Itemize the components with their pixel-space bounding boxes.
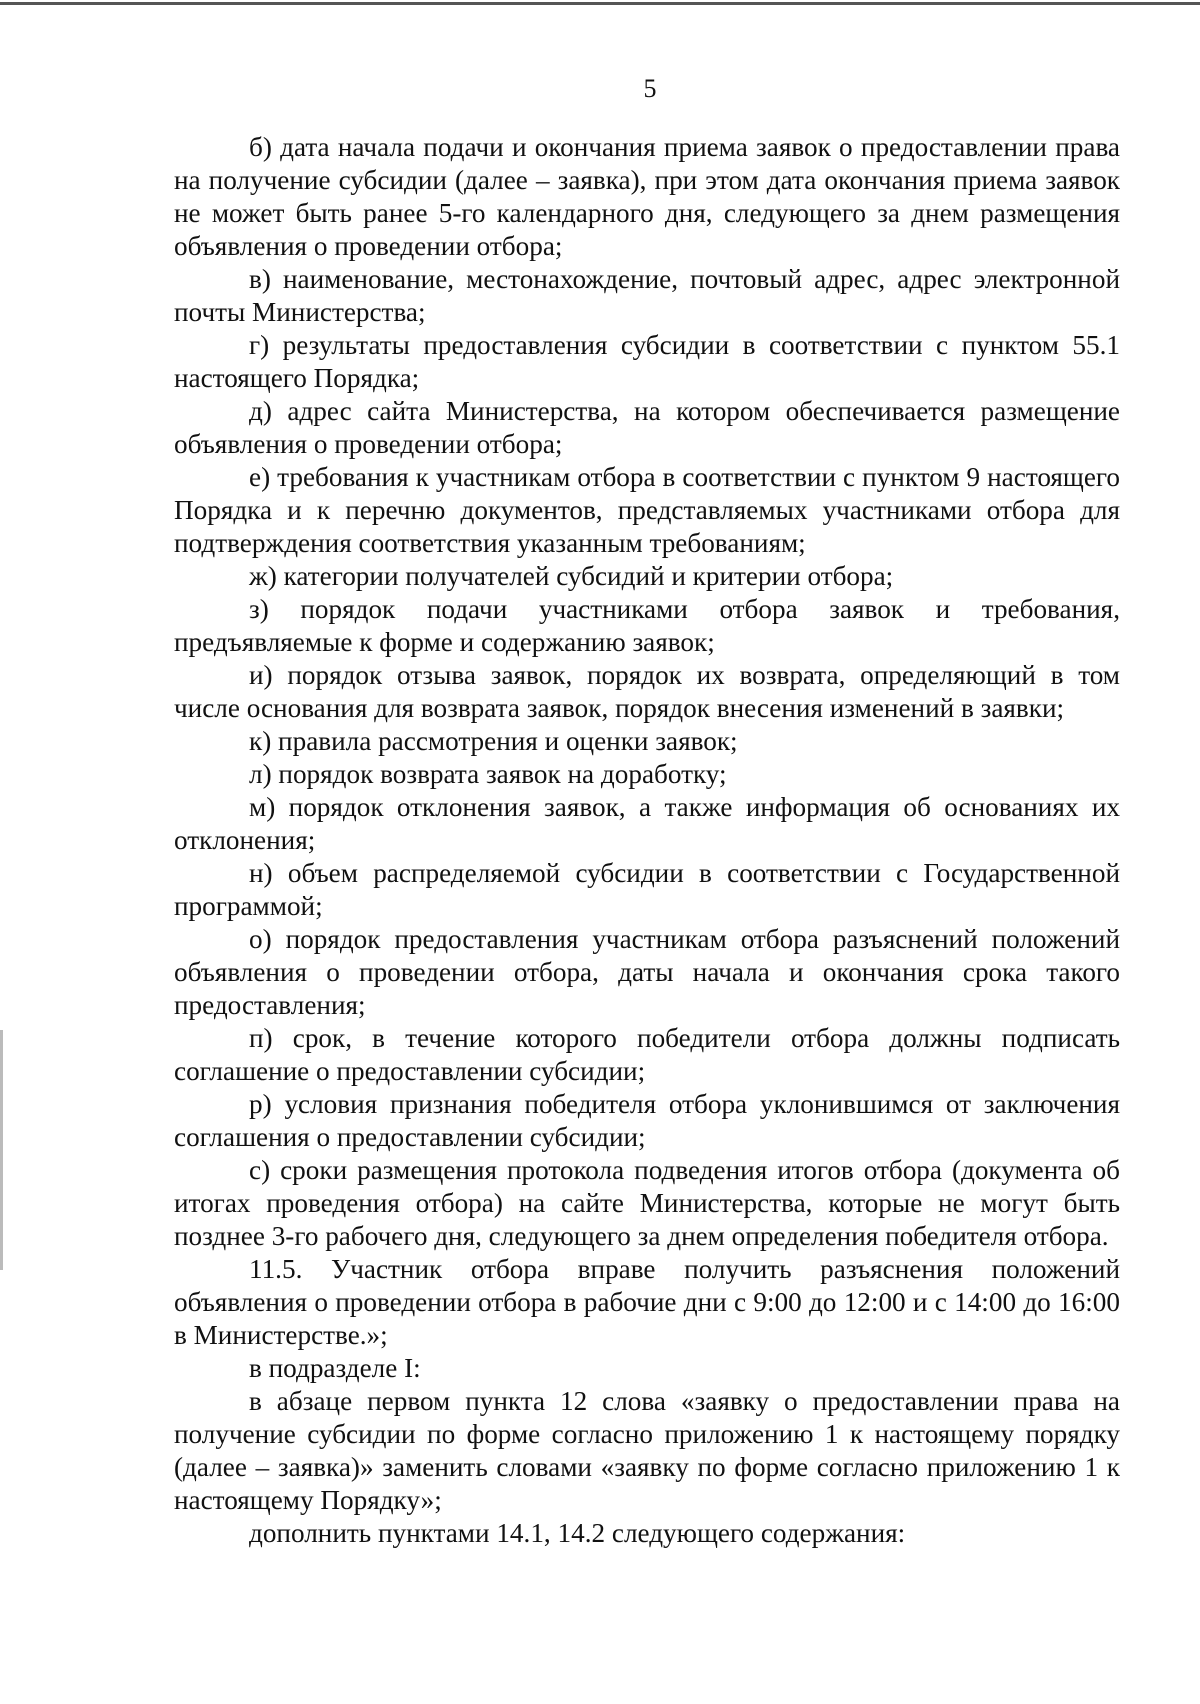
paragraph-item-e: е) требования к участникам отбора в соответствии с пунктом 9 настоящего Порядка и к перечню документов, представляемых участниками отбора для подтверждения соответствия указанным требованиям; — [174, 462, 1120, 558]
paragraph-item-v: в) наименование, местонахождение, почтовый адрес, адрес электронной почты Министерства; — [174, 264, 1120, 327]
paragraph-item-o: о) порядок предоставления участникам отбора разъяснений положений объявления о проведении отбора, даты начала и окончания срока такого предоставления; — [174, 924, 1120, 1020]
paragraph-subsection-i: в подразделе I: — [249, 1353, 421, 1383]
paragraph-item-d: д) адрес сайта Министерства, на котором обеспечивается размещение объявления о проведении отбора; — [174, 396, 1120, 459]
scan-left-edge-mark — [0, 1030, 3, 1270]
paragraph-item-n: н) объем распределяемой субсидии в соответствии с Государственной программой; — [174, 858, 1120, 921]
paragraph-item-p: п) срок, в течение которого победители отбора должны подписать соглашение о предоставлении субсидии; — [174, 1023, 1120, 1086]
paragraph-item-z: з) порядок подачи участниками отбора заявок и требования, предъявляемые к форме и содержанию заявок; — [174, 594, 1120, 657]
paragraph-item-s: с) сроки размещения протокола подведения итогов отбора (документа об итогах проведения отбора) на сайте Министерства, которые не могут быть позднее 3-го рабочего дня, следующего за днем определения победителя отбора. — [174, 1155, 1120, 1251]
page-number: 5 — [643, 74, 657, 103]
paragraph-item-k: к) правила рассмотрения и оценки заявок; — [249, 726, 738, 756]
scan-top-edge — [0, 2, 1200, 5]
paragraph-item-i: и) порядок отзыва заявок, порядок их возврата, определяющий в том числе основания для возврата заявок, порядок внесения изменений в заявки; — [174, 660, 1120, 723]
paragraph-item-g: г) результаты предоставления субсидии в соответствии с пунктом 55.1 настоящего Порядка; — [174, 330, 1120, 393]
paragraph-clause-12-amendment: в абзаце первом пункта 12 слова «заявку о предоставлении права на получение субсидии по форме согласно приложению 1 к настоящему порядку (далее – заявка)» заменить словами «заявку по форме согласно приложению 1 к настоящему Порядку»; — [174, 1386, 1120, 1515]
paragraph-clause-11-5: 11.5. Участник отбора вправе получить разъяснения положений объявления о проведении отбора в рабочие дни с 9:00 до 12:00 и с 14:00 до 16:00 в Министерстве.»; — [174, 1254, 1120, 1350]
document-body — [174, 131, 1120, 1550]
paragraph-item-l: л) порядок возврата заявок на доработку; — [249, 759, 727, 789]
paragraph-item-zh: ж) категории получателей субсидий и критерии отбора; — [249, 561, 894, 591]
paragraph-item-b: б) дата начала подачи и окончания приема заявок о предоставлении права на получение субсидии (далее – заявка), при этом дата окончания приема заявок не может быть ранее 5-го календарного дня, следующего за днем размещения объявления о проведении отбора; — [174, 132, 1120, 261]
paragraph-supplement-14: дополнить пунктами 14.1, 14.2 следующего содержания: — [249, 1518, 906, 1548]
paragraph-item-r: р) условия признания победителя отбора уклонившимся от заключения соглашения о предоставлении субсидии; — [174, 1089, 1120, 1152]
paragraph-item-m: м) порядок отклонения заявок, а также информация об основаниях их отклонения; — [174, 792, 1120, 855]
